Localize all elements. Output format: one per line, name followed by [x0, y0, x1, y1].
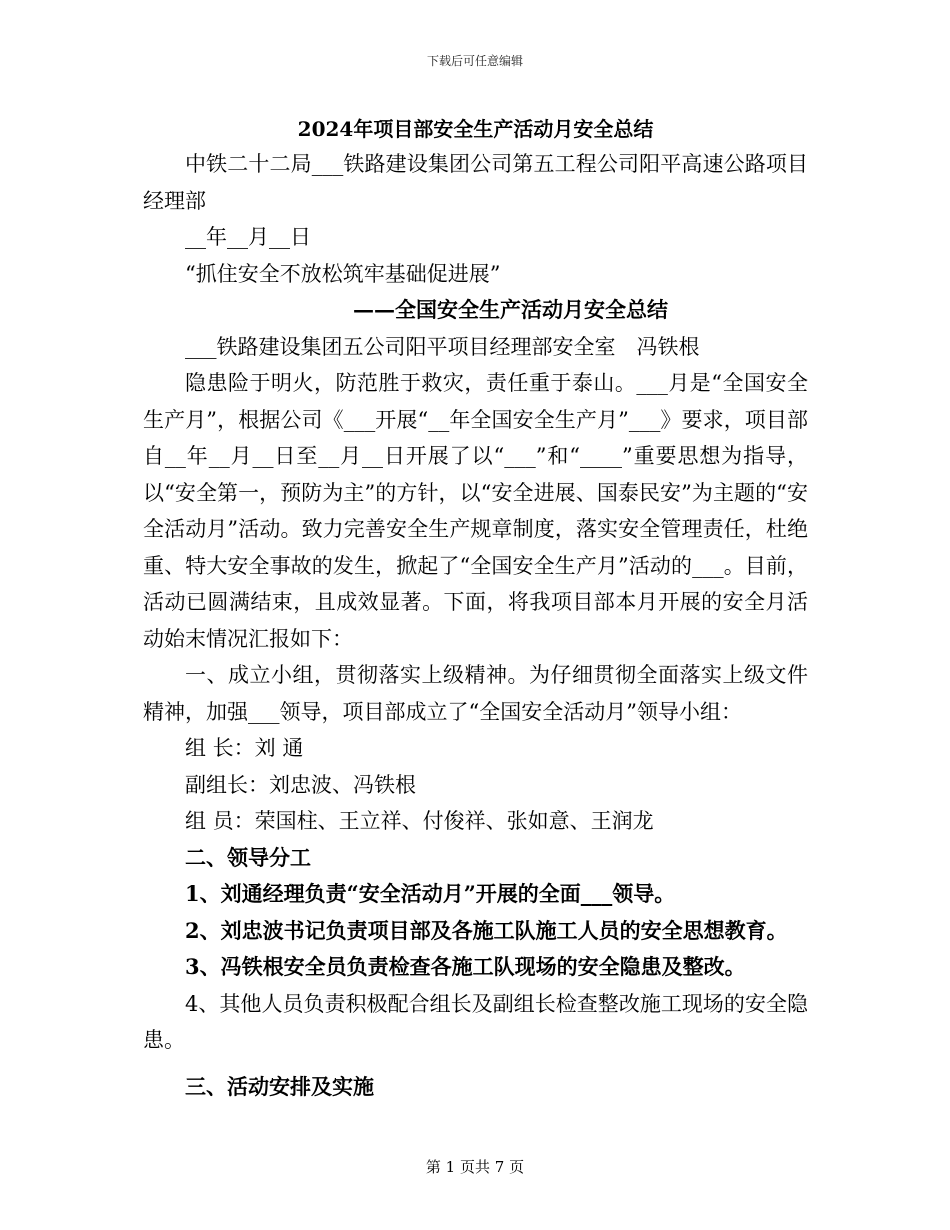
deputy-line: 副组长：刘忠波、冯铁根 — [185, 772, 416, 797]
slogan-line: “抓住安全不放松筑牢基础促进展” — [185, 261, 501, 286]
section-1-paragraph: 一、成立小组，贯彻落实上级精神。为仔细贯彻全面落实上级文件精神，加强___领导，项目部成立了“全国安全活动月”领导小组： — [143, 663, 808, 724]
members-line: 组 员：荣国柱、王立祥、付俊祥、张如意、王润龙 — [185, 809, 654, 833]
subtitle-line: ——全国安全生产活动月安全总结 — [353, 297, 668, 322]
duty-2-line: 2、刘忠波书记负责项目部及各施工队施工人员的安全思想教育。 — [185, 917, 788, 943]
duty-1-line: 1、刘通经理负责“安全活动月”开展的全面___领导。 — [185, 881, 676, 906]
author-line: ___铁路建设集团五公司阳平项目经理部安全室 冯铁根 — [185, 334, 700, 359]
section-2-heading: 二、领导分工 — [185, 844, 311, 870]
section-spacer — [143, 1059, 808, 1069]
duty-3-line: 3、冯铁根安全员负责检查各施工队现场的安全隐患及整改。 — [185, 954, 746, 979]
organization-line: 中铁二十二局___铁路建设集团公司第五工程公司阳平高速公路项目经理部 — [143, 152, 808, 213]
document-title: 2024年项目部安全生产活动月安全总结 — [297, 117, 654, 141]
header-note: 下载后可任意编辑 — [426, 54, 523, 68]
section-3-heading: 三、活动安排及实施 — [185, 1073, 374, 1099]
date-line: __年__月__日 — [185, 225, 311, 249]
duty-4-paragraph: 4、其他人员负责积极配合组长及副组长检查整改施工现场的安全隐患。 — [143, 991, 808, 1052]
intro-paragraph: 隐患险于明火，防范胜于救灾，责任重于泰山。___月是“全国安全生产月”，根据公司《___开展“__年全国安全生产月”___》要求，项目部自__年__月__日至__月__日开展了以“___”和“____”重要思想为指导，以“安全第一，预防为主”的方针，以“安全进展、国泰民安”为主题的“安全活动月”活动。致力完善安全生产规章制度，落实安全管理责任，杜绝重、特大安全事故的发生，掀起了“全国安全生产月”活动的___。目前，活动已圆满结束，且成效显著。下面，将我项目部本月开展的安全月活动始末情况汇报如下： — [143, 371, 808, 651]
leader-line: 组 长：刘 通 — [185, 736, 304, 760]
page-footer: 第 1 页共 7 页 — [425, 1158, 525, 1176]
document-body — [143, 112, 808, 1105]
